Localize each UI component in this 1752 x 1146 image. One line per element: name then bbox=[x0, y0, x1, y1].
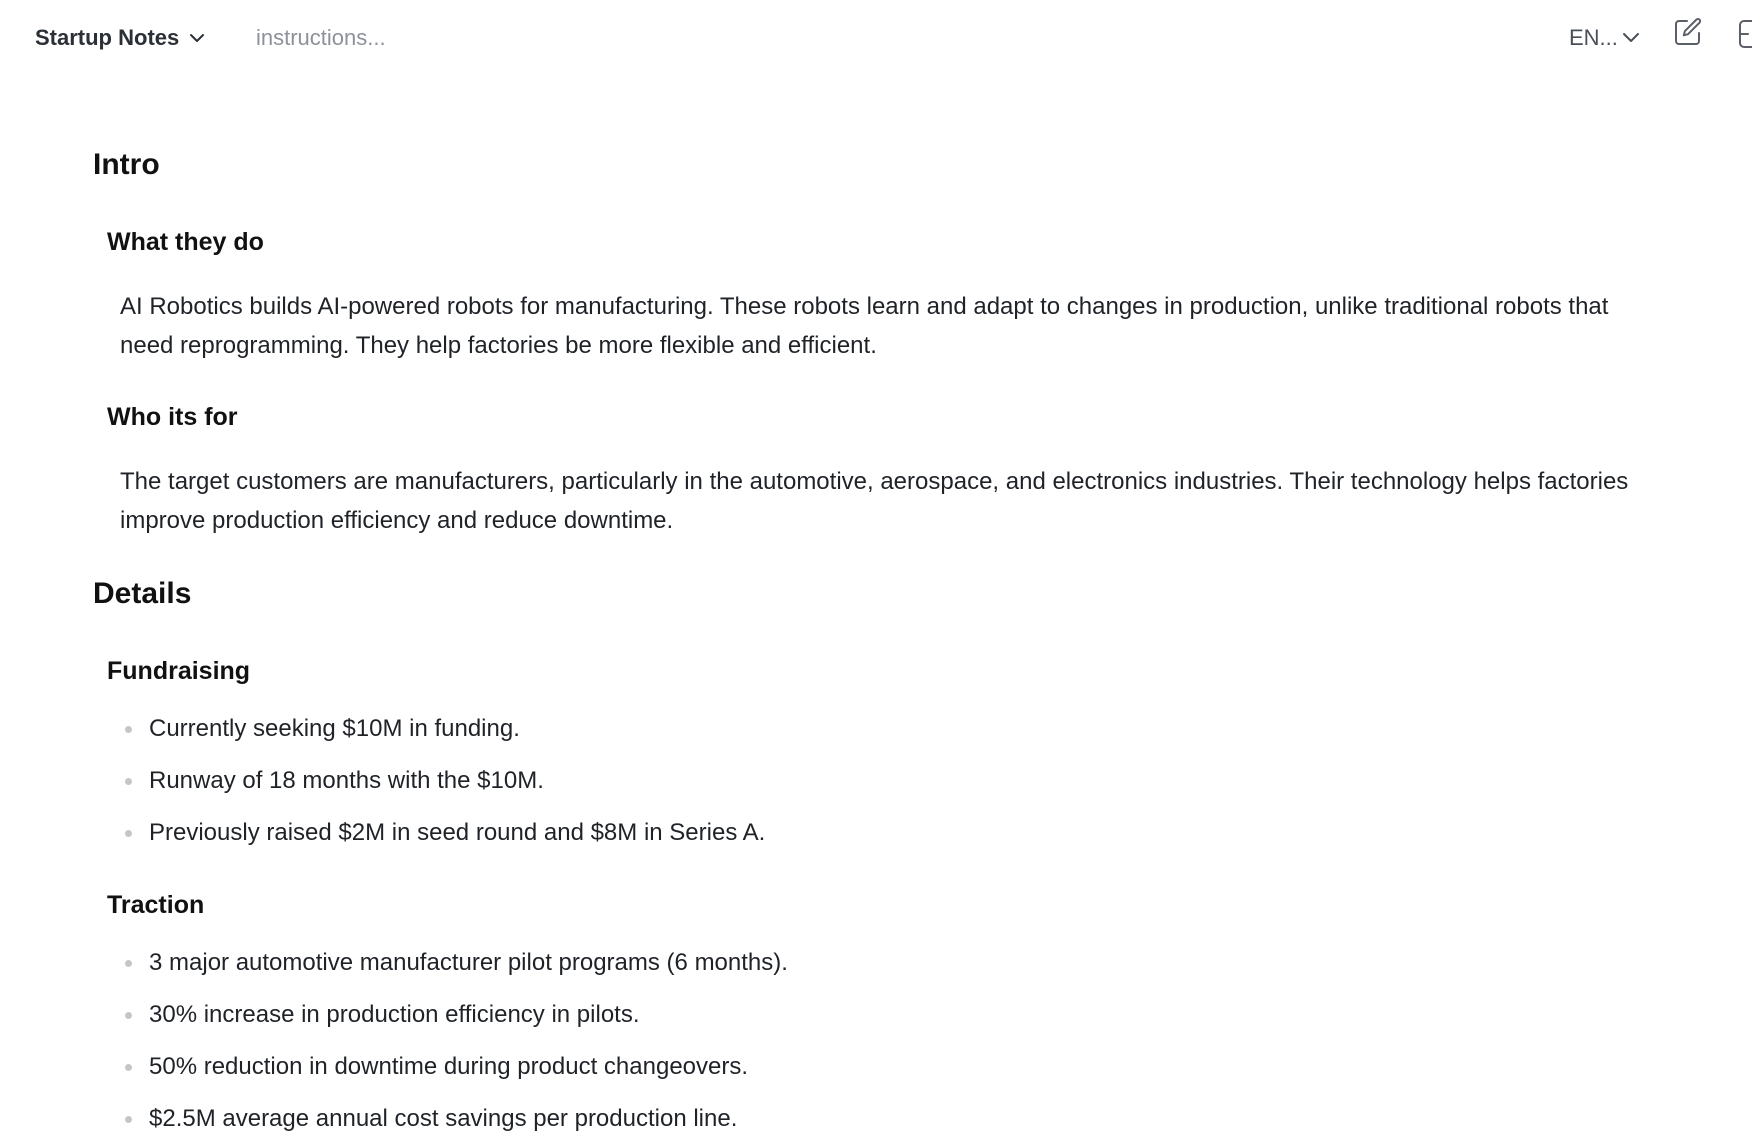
list-item-text: 3 major automotive manufacturer pilot programs (6 months). bbox=[149, 949, 788, 976]
bullet-dot bbox=[125, 1064, 132, 1071]
section-heading-details: Details bbox=[93, 577, 192, 610]
list-item-text: Previously raised $2M in seed round and $8M in Series A. bbox=[149, 819, 766, 846]
list-item bbox=[125, 712, 520, 746]
list-item-text: 50% reduction in downtime during product changeovers. bbox=[149, 1053, 749, 1080]
bullet-dot bbox=[125, 960, 132, 967]
paragraph-line: AI Robotics builds AI-powered robots for manufacturing. These robots learn and adapt to changes in production, unlike traditional robots that bbox=[120, 293, 1609, 320]
list-item-text: 30% increase in production efficiency in pilots. bbox=[149, 1001, 640, 1028]
bullet-dot bbox=[125, 778, 132, 785]
bullet-dot bbox=[125, 1012, 132, 1019]
paragraph-who-its-for bbox=[120, 462, 1628, 540]
subsection-heading-what-they-do: What they do bbox=[107, 228, 264, 256]
paragraph-what-they-do bbox=[120, 287, 1608, 365]
bullet-dot bbox=[125, 830, 132, 837]
list-item bbox=[125, 946, 788, 980]
section-heading-intro: Intro bbox=[93, 148, 160, 181]
paragraph-line: improve production efficiency and reduce downtime. bbox=[120, 507, 674, 534]
list-item-text: $2.5M average annual cost savings per production line. bbox=[149, 1105, 738, 1132]
template-name: Startup Notes bbox=[35, 25, 180, 50]
language-label: EN... bbox=[1569, 25, 1618, 50]
paragraph-line: The target customers are manufacturers, particularly in the automotive, aerospace, and electronics industries. Their technology helps factories bbox=[120, 468, 1629, 495]
bullet-dot bbox=[125, 726, 132, 733]
list-item-text: Runway of 18 months with the $10M. bbox=[149, 767, 544, 794]
bullet-dot bbox=[125, 1116, 132, 1123]
list-item-text: Currently seeking $10M in funding. bbox=[149, 715, 520, 742]
subsection-heading-who-its-for: Who its for bbox=[107, 403, 238, 431]
subsection-heading-fundraising: Fundraising bbox=[107, 657, 251, 685]
paragraph-line: need reprogramming. They help factories be more flexible and efficient. bbox=[120, 332, 877, 359]
list-item bbox=[125, 816, 765, 850]
subsection-heading-traction: Traction bbox=[107, 891, 205, 919]
list-item bbox=[125, 1102, 737, 1136]
list-item bbox=[125, 998, 640, 1032]
list-item bbox=[125, 764, 544, 798]
list-item bbox=[125, 1050, 748, 1084]
